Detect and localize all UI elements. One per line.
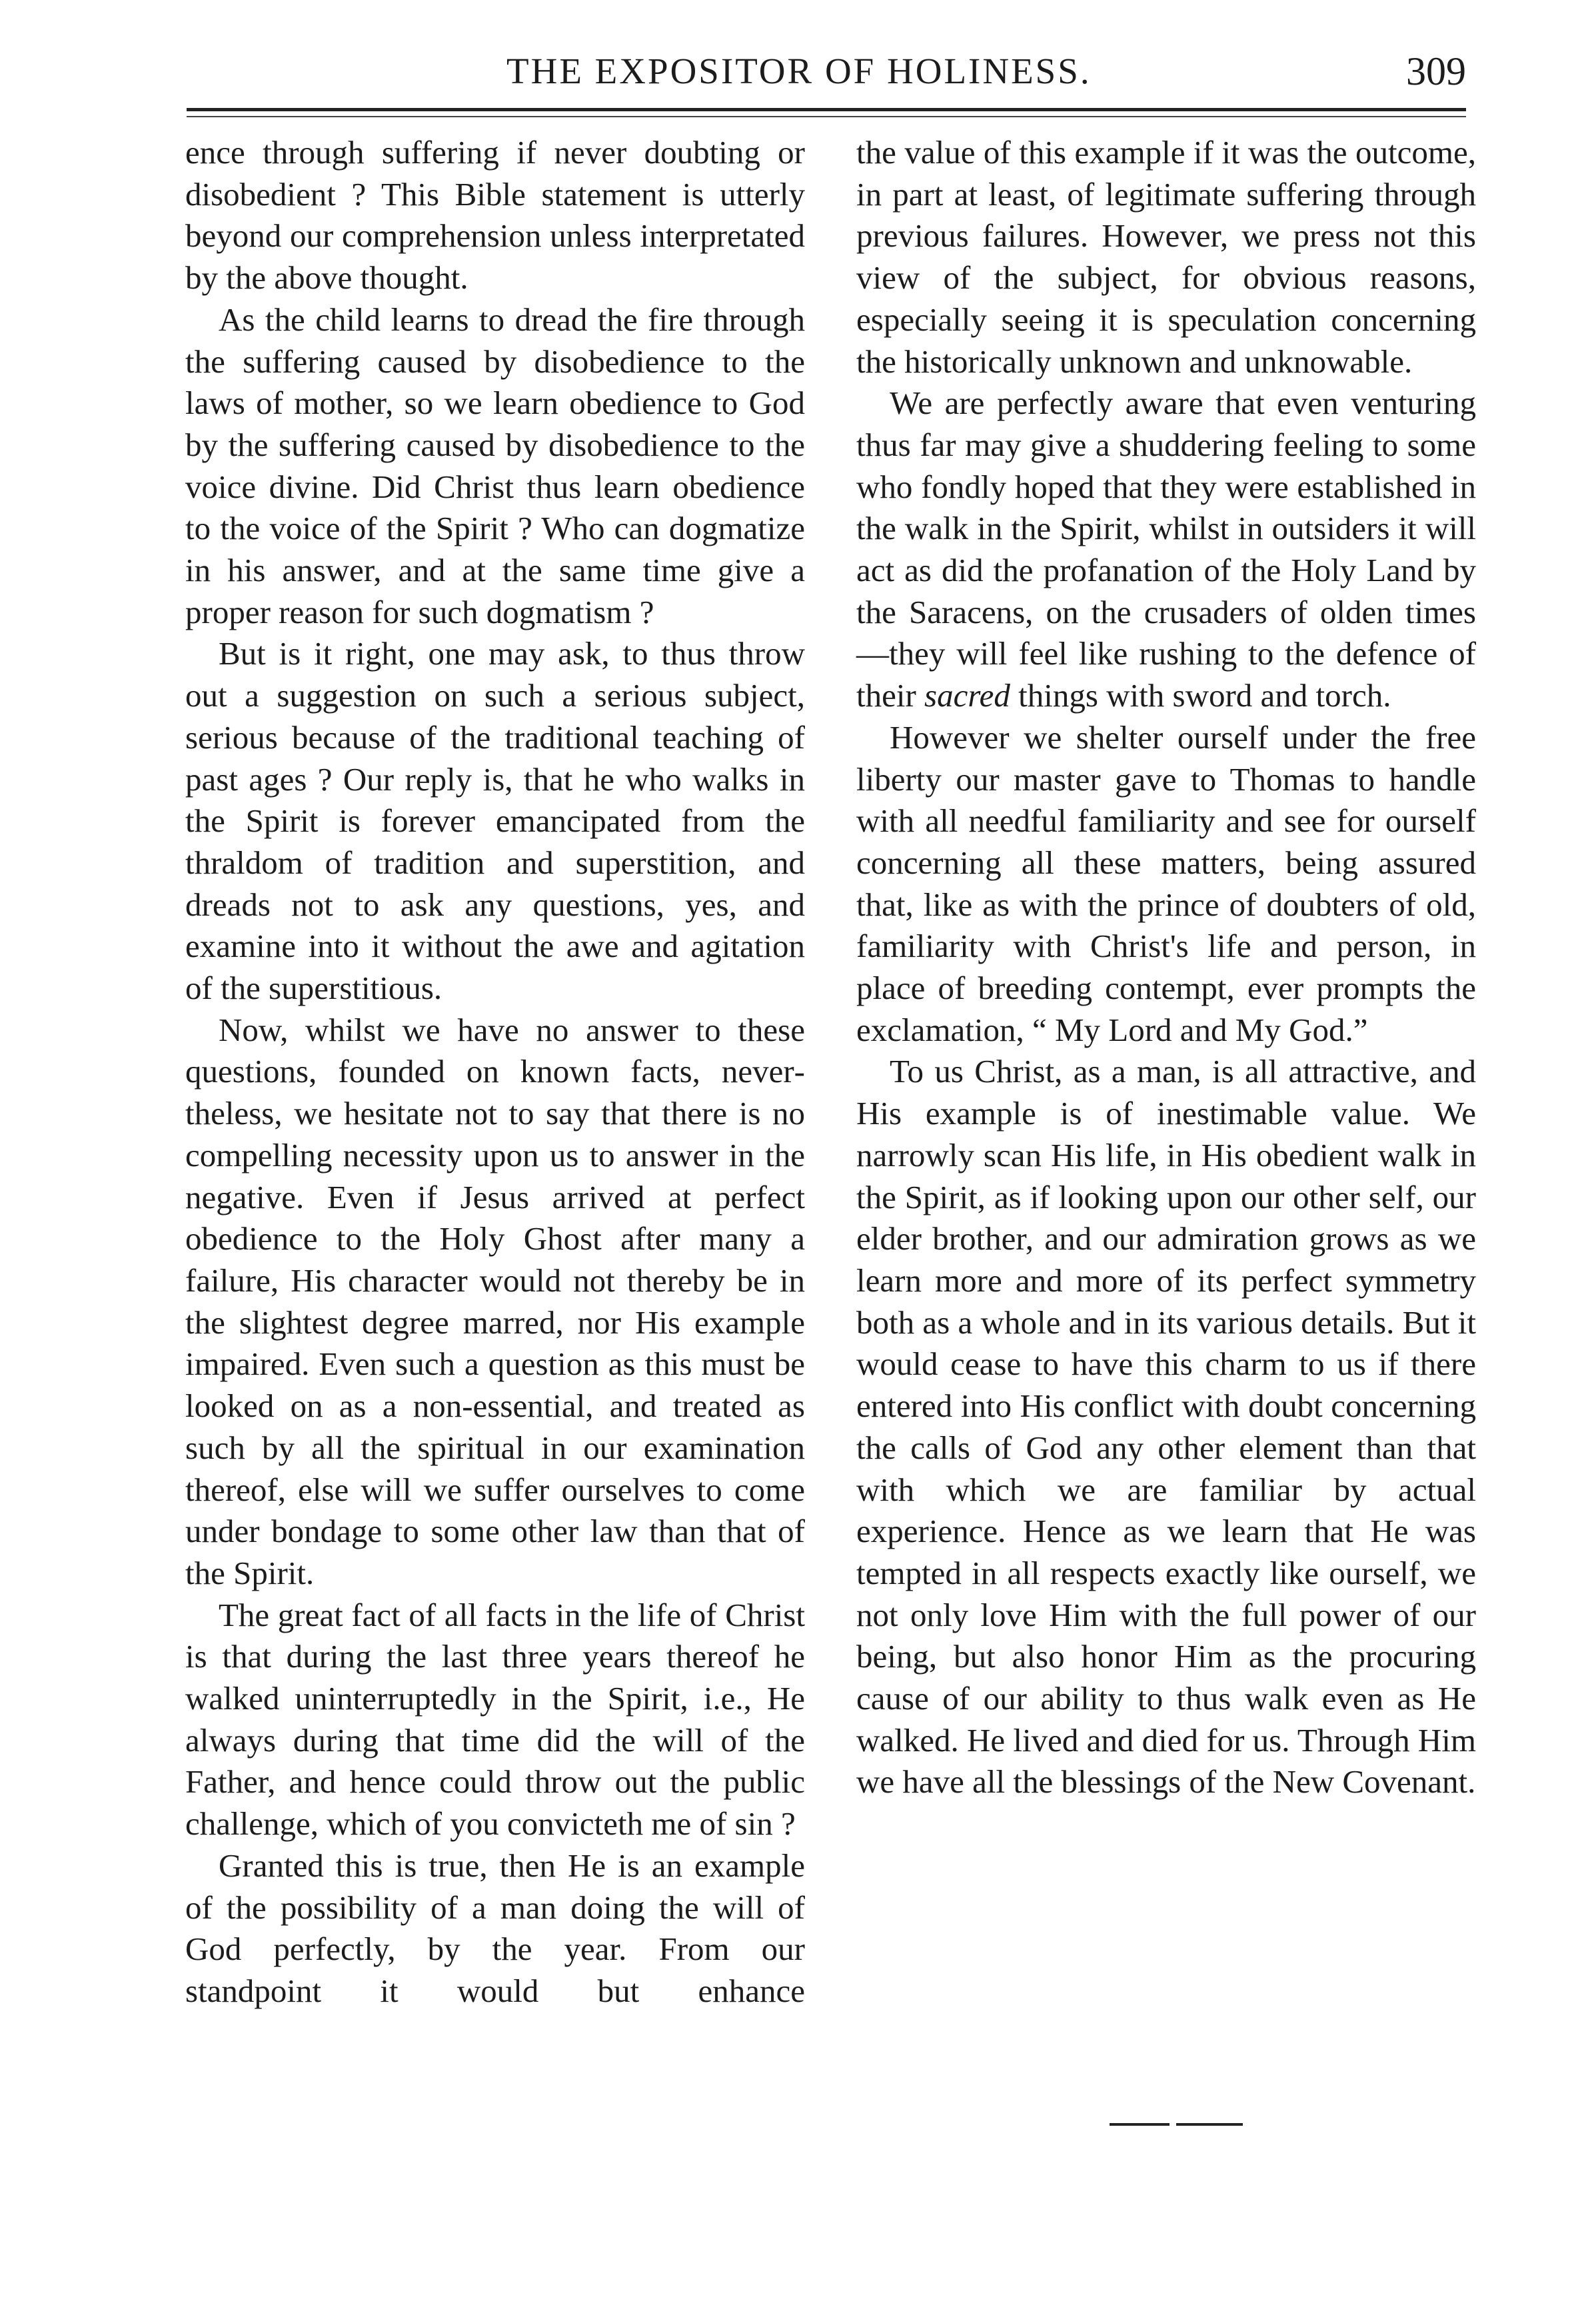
end-ornament-rule: [1110, 2123, 1243, 2128]
paragraph: Now, whilst we have no answer to these questions, founded on known facts, nevertheless, we hesitate not to say that there is no compelling necessity upon us to answer in the negative. Even if Jesus arrived at perfect obedience to the Holy Ghost after many a failure, His character would not thereby be in the slightest degree marred, nor His example impaired. Even such a question as this must be looked on as a non-essential, and treated as such by all the spiritual in our examination thereof, else will we suffer ourselves to come under bondage to some other law than that of the Spirit.: [185, 1011, 805, 1591]
paragraph: ence through suffering if never doubting or disobedient ? This Bible statement is utterly beyond our comprehension unless interpretated by the above thought.: [185, 134, 805, 297]
ornament-segment: [1176, 2123, 1243, 2126]
ornament-segment: [1110, 2123, 1170, 2126]
paragraph: the value of this example if it was the outcome, in part at least, of legitimate suffering through previous failures. However, we press not this view of the subject, for obvious reasons, especially seeing it is speculation concerning the historically unknown and unknowable.: [856, 134, 1476, 380]
paragraph: As the child learns to dread the fire through the suffering caused by disobedience to the laws of mother, so we learn obedience to God by the suffering caused by disobedience to the voice divine. Did Christ thus learn obedience to the voice of the Spirit ? Who can dogmatize in his answer, and at the same time give a proper reason for such dogmatism ?: [185, 301, 805, 630]
paragraph: The great fact of all facts in the life of Christ is that during the last three years thereof he walked uninterruptedly in the Spirit, i.e., He always during that time did the will of the Father, and hence could throw out the public challenge, which of you convicteth me of sin ?: [185, 1596, 805, 1843]
right-column: [856, 132, 1476, 1803]
paragraph-text: We are perfectly aware that even venturing thus far may give a shuddering feeling to some who fondly hoped that they were established in the walk in the Spirit, whilst in outsiders it will act as did the profanation of the Holy Land by the Saracens, on the crusaders of olden times —they will feel like rushing to the defence of their: [856, 385, 1476, 714]
italic-word: sacred: [924, 677, 1010, 714]
paragraph: Granted this is true, then He is an example of the possibility of a man doing the will of God perfectly, by the year. From our standpoint it would but enhance: [185, 1847, 805, 2009]
running-title: THE EXPOSITOR OF HOLINESS.: [506, 51, 1092, 91]
paragraph-text: things with sword and torch.: [1010, 677, 1391, 714]
page-number: 309: [1406, 49, 1466, 93]
paragraph: To us Christ, as a man, is all attractive, and His example is of inestimable value. We narrowly scan His life, in His obedient walk in the Spirit, as if looking upon our other self, our elder brother, and our admiration grows as we learn more and more of its perfect symmetry both as a whole and in its various details. But it would cease to have this charm to us if there entered into His conflict with doubt concerning the calls of God any other element than that with which we are familiar by actual experience. Hence as we learn that He was tempted in all respects exactly like ourself, we not only love Him with the full power of our being, but also honor Him as the procuring cause of our ability to thus walk even as He walked. He lived and died for us. Through Him we have all the blessings of the New Covenant.: [856, 1053, 1476, 1801]
header-rule-secondary: [187, 116, 1466, 117]
paragraph: However we shelter ourself under the free liberty our master gave to Thomas to handle with all needful familiarity and see for ourself concerning all these matters, being assured that, like as with the prince of doubters of old, familiarity with Christ's life and person, in place of breeding contempt, ever prompts the exclamation, “ My Lord and My God.”: [856, 718, 1476, 1048]
header-rule: [187, 108, 1466, 111]
left-column: [185, 132, 805, 2012]
running-head: [187, 41, 1466, 101]
paragraph: But is it right, one may ask, to thus throw out a suggestion on such a serious subject, serious because of the traditional teaching of past ages ? Our reply is, that he who walks in the Spirit is forever emancipated from the thraldom of tradition and superstition, and dreads not to ask any questions, yes, and examine into it without the awe and agitation of the superstitious.: [185, 635, 805, 1007]
paragraph: [856, 383, 1476, 717]
